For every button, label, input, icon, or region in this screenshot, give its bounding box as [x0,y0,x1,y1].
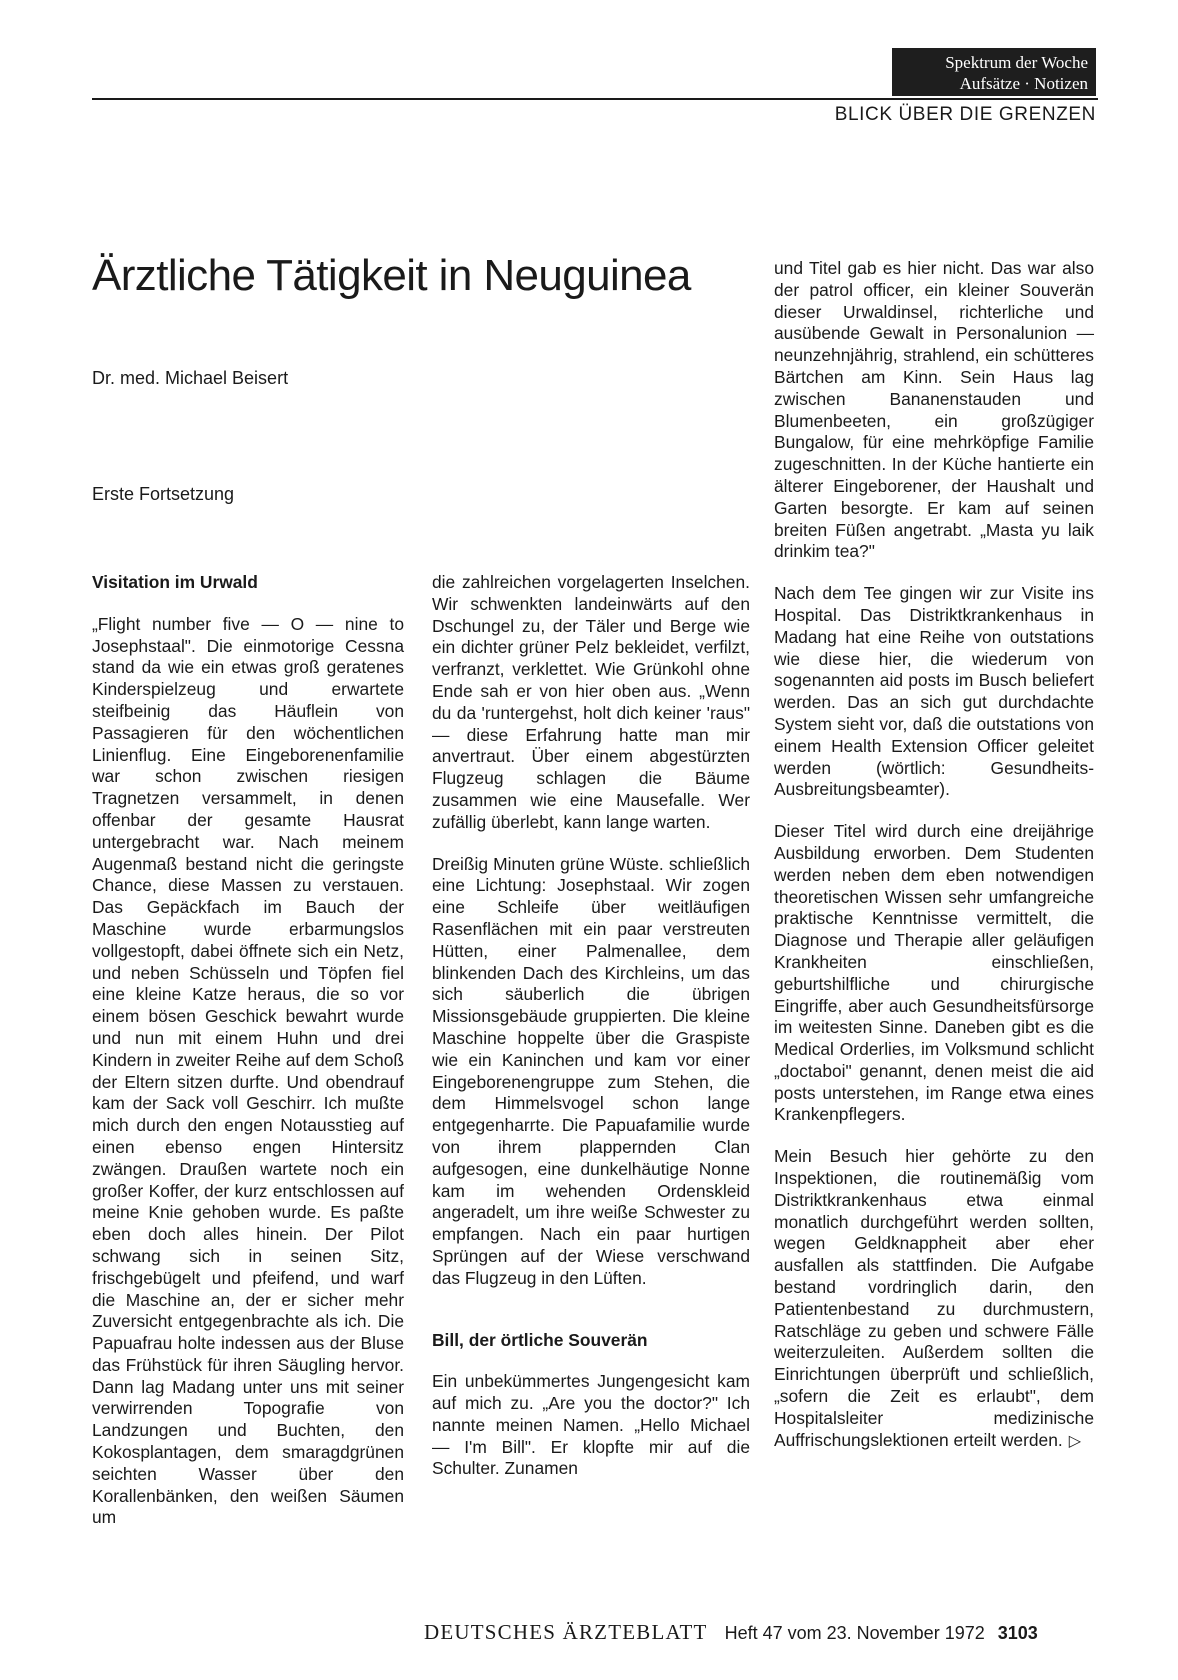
badge-line-2: Aufsätze · Notizen [959,74,1088,93]
subheading-visitation: Visitation im Urwald [92,572,258,592]
paragraph: die zahlreichen vorgelagerten Inselchen. Wir schwenkten landeinwärts auf den Dschungel zu, der Täler und Berge wie ein dichter grüner Pelz bekleidet, verfilzt, verfranzt, verklettet. Wie Grünkohl ohne Ende sah er von hier oben aus. „Wenn du da 'runtergehst, holt dich keiner 'raus" — diese Erfahrung hatte man mir anvertraut. Über einem abgestürzten Flugzeug schlagen die Bäume zusammen wie eine Mausefalle. Wer zufällig überlebt, kann lange warten. [432,572,750,832]
paragraph: Dieser Titel wird durch eine dreijährige Ausbildung erworben. Dem Studenten werden neben dem eben notwendigen theoretischen Wissen sehr umfangreiche praktische Kenntnisse vermittelt, die Diagnose und Therapie aller geläufigen Krankheiten einschließen, geburtshilfliche und chirurgische Eingriffe, aber auch Gesundheitsfürsorge im weitesten Sinne. Daneben gibt es die Medical Orderlies, im Volksmund schlicht „doctaboi" genannt, denen meist die aid posts unterstehen, im Range etwa eines Krankenpflegers. [774,821,1094,1125]
subheading-bill: Bill, der örtliche Souverän [432,1329,648,1350]
paragraph: „Flight number five — O — nine to Josephstaal". Die einmotorige Cessna stand da wie ein etwas groß geratenes Kinderspielzeug und erwartete steifbeinig das Häuflein von Passagieren für den wöchentlichen Linienflug. Eine Eingeborenenfamilie war schon zwischen riesigen Tragnetzen versammelt, in denen offenbar der gesamte Hausrat untergebracht war. Nach meinem Augenmaß bestand nicht die geringste Chance, diese Massen zu verstauen. Das Gepäckfach im Bauch der Maschine wurde erbarmungslos vollgestopft, dabei öffnete sich ein Netz, und neben Schüsseln und Töpfen fiel eine kleine Katze heraus, die so vor einem bösen Geschick bewahrt wurde und nun mit einem Huhn und drei Kindern in zweiter Reihe auf dem Schoß der Eltern sitzen durfte. Und obendrauf kam der Sack voll Geschirr. Ich mußte mich durch den engen Notausstieg auf einen ebenso engen Hintersitz zwängen. Draußen wartete noch ein großer Koffer, der kurz entschlossen auf meine Knie gehoben wurde. Es paßte eben doch alles hinein. Der Pilot schwang sich in seinen Sitz, frischgebügelt und pfeifend, und warf die Maschine an, der er sicher mehr Zuversicht entgegenbrachte als ich. Die Papuafrau holte indessen aus der Bluse das Frühstück für ihren Säugling hervor. Dann lag Madang unter uns mit seiner verwirrenden Topografie von Landzungen und Buchten, den Kokosplantagen, dem smaragdgrünen seichten Wasser über den Korallenbänken, den weißen Säumen um [92,613,404,1528]
paragraph: und Titel gab es hier nicht. Das war also der patrol officer, ein kleiner Souverän dieser Urwaldinsel, richterliche und ausübende Gewalt in Personalunion — neunzehnjährig, strahlend, ein schütteres Bärtchen am Kinn. Sein Haus lag zwischen Bananenstauden und Blumenbeeten, ein großzügiger Bungalow, für eine mehrköpfige Familie zugeschnitten. In der Küche hantierte ein älterer Eingeborener, der Haushalt und Garten besorgte. Er kam auf seinen breiten Füßen angetrabt. „Masta yu laik drinkim tea?" [774,258,1094,562]
paragraph-last [774,1146,1094,1452]
continue-arrow-icon: ▷ [1068,1432,1082,1450]
badge-line-1: Spektrum der Woche [945,53,1088,72]
section-label: BLICK ÜBER DIE GRENZEN [834,104,1096,125]
text-column-2 [432,572,750,1500]
page-number: 3103 [997,1623,1038,1643]
article-author: Dr. med. Michael Beisert [92,368,289,388]
continuation-label: Erste Fortsetzung [92,484,235,504]
journal-name: DEUTSCHES ÄRZTEBLATT [424,1620,708,1644]
paragraph-text: Mein Besuch hier gehörte zu den Inspektionen, die routinemäßig vom Distriktkrankenhaus etwa einmal monatlich durchgeführt werden sollten, wegen Geldknappheit aber eher ausfallen als stattfinden. Die Aufgabe bestand vordringlich darin, den Patientenbestand zu durchmustern, Ratschläge zu geben und schwere Fälle weiterzuleiten. Außerdem sollten die Einrichtungen überprüft und schließlich, „sofern die Zeit es erlaubt", dem Hospitalsleiter medizinische Auffrischungslektionen erteilt werden. [774,1146,1094,1450]
page-footer [424,1620,1038,1645]
text-column-3 [774,258,1094,1472]
issue-info: Heft 47 vom 23. November 1972 [724,1623,985,1643]
text-column-1 [92,572,404,1549]
paragraph: Ein unbekümmertes Jungengesicht kam auf mich zu. „Are you the doctor?" Ich nannte meinen Namen. „Hello Michael — I'm Bill". Er klopfte mir auf die Schulter. Zunamen [432,1371,750,1479]
paragraph: Dreißig Minuten grüne Wüste. schließlich eine Lichtung: Josephstaal. Wir zogen eine Schleife über weitläufigen Rasenflächen mit ein paar verstreuten Hütten, einer Palmenallee, dem blinkenden Dach des Kirchleins, um das sich säuberlich die übrigen Missionsgebäude gruppierten. Die kleine Maschine hoppelte über die Graspiste wie ein Kaninchen und kam vor einer Eingeborenengruppe zum Stehen, die dem Himmelsvogel schon lange entgegenharrte. Die Papuafamilie wurde von ihrem plappernden Clan aufgesogen, eine dunkelhäutige Nonne kam im wehenden Ordenskleid angeradelt, um ihre weiße Schwester zu empfangen. Nach ein paar hurtigen Sprüngen auf der Wiese verschwand das Flugzeug in den Lüften. [432,853,750,1288]
article-title: Ärztliche Tätigkeit in Neuguinea [92,251,691,300]
header-rule [92,98,1098,100]
paragraph: Nach dem Tee gingen wir zur Visite ins Hospital. Das Distriktkrankenhaus in Madang hat eine Reihe von outstations wie diese hier, die wiederum von sogenannten aid posts im Busch beliefert werden. Das an sich gut durchdachte System sieht vor, daß die outstations von einem Health Extension Officer geleitet werden (wörtlich: Gesundheits-Ausbreitungsbeamter). [774,583,1094,800]
section-badge [892,48,1096,96]
